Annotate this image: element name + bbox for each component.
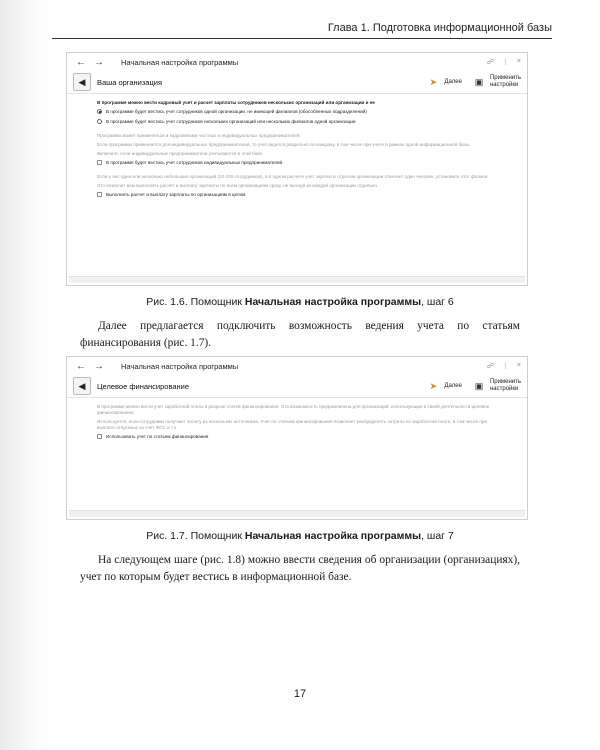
window-controls	[487, 362, 521, 370]
option-label: В программе будет вестись учет сотрудников одной организации, не имеющей филиалов (обособленных подразделений)	[106, 109, 367, 114]
horizontal-scrollbar[interactable]	[69, 276, 525, 283]
more-icon[interactable]: ⋮	[501, 363, 509, 370]
next-arrow-icon: ➤	[429, 76, 438, 87]
checkbox[interactable]	[97, 192, 102, 197]
close-icon[interactable]: ×	[516, 58, 521, 65]
checkbox-label: В программе будет вестись учет сотрудников индивидуальных предпринимателей.	[106, 160, 284, 165]
back-button[interactable]	[73, 377, 91, 395]
window-controls	[487, 58, 521, 66]
checkbox-label: Использовать учет по статьям финансирования	[106, 434, 209, 439]
screenshot-step-6	[66, 52, 528, 286]
back-arrow-icon[interactable]: ←	[76, 56, 86, 68]
back-button[interactable]	[73, 73, 91, 91]
wizard-toolbar	[67, 375, 527, 398]
page-gutter-shadow	[0, 0, 44, 750]
toolbar-actions	[426, 75, 521, 89]
back-triangle-icon: ◀	[78, 380, 86, 391]
wizard-body	[67, 94, 527, 208]
hint-text: Программа может применяться и кадровиками частных и индивидуальных предпринимателей.	[97, 133, 301, 138]
checkbox-label: Выполнять расчет и выплату зарплаты по организациям в целом	[106, 192, 246, 197]
nav-buttons	[73, 359, 107, 373]
hint-text: Включите, если индивидуальные предприниматели учитываются в этой базе.	[97, 151, 264, 156]
horizontal-scrollbar[interactable]	[69, 510, 525, 517]
link-icon[interactable]: ☍	[486, 363, 494, 370]
close-icon[interactable]: ×	[516, 362, 521, 369]
hint-text: Используется, если сотрудники получают оплату из нескольких источников. Учет по статьям финансирования позволяет распределять затраты по заработной плате, в том числе при выплате отпускных за счет ФСС и т.п.	[97, 419, 488, 430]
screenshot-step-7	[66, 356, 528, 520]
checkbox[interactable]	[97, 434, 102, 439]
apply-settings-button[interactable]	[472, 379, 521, 393]
checkbox-payroll-by-orgs[interactable]	[97, 192, 497, 198]
window-title: Начальная настройка программы	[121, 361, 239, 371]
hint-text: Это позволит вам выполнять расчет и выплату зарплаты по всем организациям сразу, не выходя из каждой организации отдельно.	[97, 183, 379, 188]
forward-arrow-icon[interactable]: →	[94, 56, 104, 68]
back-triangle-icon: ◀	[78, 76, 86, 87]
caption-bold: Начальная настройка программы	[244, 296, 422, 308]
wizard-toolbar	[67, 71, 527, 94]
window-titlebar	[67, 357, 527, 375]
next-label: Далее	[444, 79, 462, 85]
next-label: Далее	[444, 383, 462, 389]
caption-suffix: , шаг 7	[421, 530, 454, 542]
figure-caption-1-6	[0, 296, 600, 308]
chapter-title: Глава 1. Подготовка информационной базы	[327, 22, 552, 34]
apply-settings-button[interactable]	[472, 75, 521, 89]
radio-selected[interactable]	[97, 109, 102, 114]
apply-label: Применить настройки	[489, 379, 521, 392]
forward-arrow-icon[interactable]: →	[94, 360, 104, 372]
caption-prefix: Рис. 1.6. Помощник	[146, 296, 245, 308]
option-multiple-orgs[interactable]	[97, 119, 497, 125]
body-paragraph: Далее предлагается подключить возможность ведения учета по статьям финансирования (рис. 1.7).	[80, 320, 520, 349]
hint-text: В программе можно вести учет заработной платы в разрезе статей финансирования. Эта возможность предназначена для организаций, использующих в своей деятельности целевое финансирование.	[97, 404, 490, 415]
wizard-body	[67, 398, 527, 450]
intro-text: В программе можно вести кадровый учет и расчет зарплаты сотрудников нескольких организаций или организации и ее	[97, 100, 375, 105]
window-titlebar	[67, 53, 527, 71]
figure-caption-1-7	[0, 530, 600, 542]
checkbox[interactable]	[97, 160, 102, 165]
option-label: В программе будет вестись учет сотрудников нескольких организаций или нескольких филиалов одной организации	[106, 119, 356, 124]
body-paragraph: На следующем шаге (рис. 1.8) можно ввести сведения об организации (организациях), учет по которым будет вестись в информационной базе.	[80, 554, 520, 583]
section-title: Целевое финансирование	[97, 381, 190, 391]
checkbox-sole-proprietors[interactable]	[97, 160, 497, 166]
hint-text: Если программа применяется для индивидуальных предпринимателей, то учет ведется раздельно по каждому, в том числе при учете в рамках одной информационной базы.	[97, 142, 471, 147]
checkbox-financing-items[interactable]	[97, 434, 497, 440]
caption-suffix: , шаг 6	[421, 296, 454, 308]
save-disk-icon: ▣	[474, 76, 484, 87]
save-disk-icon: ▣	[474, 380, 484, 391]
running-header	[52, 20, 552, 39]
radio-unselected[interactable]	[97, 119, 102, 124]
caption-bold: Начальная настройка программы	[244, 530, 422, 542]
section-title: Ваша организация	[97, 77, 163, 87]
link-icon[interactable]: ☍	[486, 59, 494, 66]
hint-text: Если у вас одна или несколько небольших организаций (10-100 сотрудников), и в одном расчете учет зарплаты отделом организации отвечает один человек, установите этот флажок.	[97, 174, 489, 179]
option-single-org[interactable]	[97, 109, 497, 115]
page-number: 17	[293, 688, 307, 700]
caption-prefix: Рис. 1.7. Помощник	[146, 530, 245, 542]
window-title: Начальная настройка программы	[121, 57, 239, 67]
toolbar-actions	[426, 379, 521, 393]
nav-buttons	[73, 55, 107, 69]
more-icon[interactable]: ⋮	[501, 59, 509, 66]
back-arrow-icon[interactable]: ←	[76, 360, 86, 372]
next-arrow-icon: ➤	[429, 380, 438, 391]
apply-label: Применить настройки	[489, 75, 521, 88]
next-button[interactable]	[426, 76, 462, 88]
next-button[interactable]	[426, 380, 462, 392]
